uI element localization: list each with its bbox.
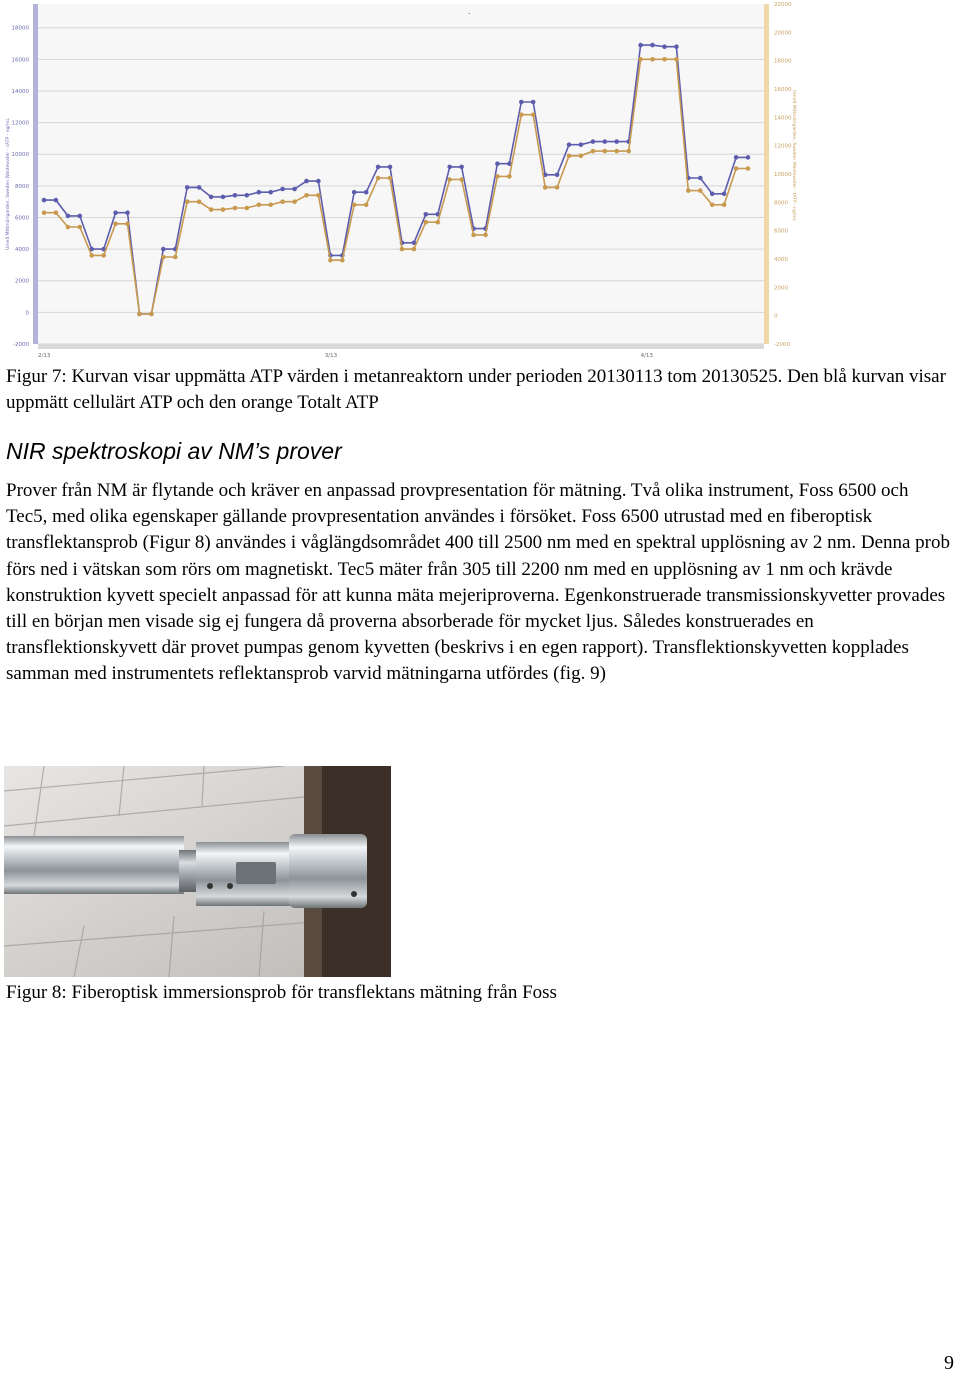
right-tick-label: 2000 xyxy=(774,285,788,292)
series-0-point xyxy=(424,212,429,217)
series-0-point xyxy=(567,142,572,147)
series-0-point xyxy=(245,193,250,198)
atp-chart xyxy=(0,0,800,362)
series-1-point xyxy=(495,174,500,179)
series-1-point xyxy=(352,203,357,208)
series-1-point xyxy=(626,149,631,154)
series-0-point xyxy=(662,44,667,49)
series-1-point xyxy=(221,207,226,212)
left-tick-label: 2000 xyxy=(15,278,29,285)
right-tick-label: 12000 xyxy=(774,143,792,150)
series-0-point xyxy=(197,185,202,190)
series-1-point xyxy=(507,174,512,179)
series-0-point xyxy=(459,165,464,170)
series-0-point xyxy=(674,44,679,49)
left-axis-label: Umeå Mittmörlgarden, Sweden Wastewater - cATP - ng/mL xyxy=(6,118,11,250)
series-1-point xyxy=(66,225,71,230)
series-1-point xyxy=(316,193,321,198)
probe-photo-svg xyxy=(4,766,391,977)
series-1-point xyxy=(519,112,524,117)
series-1-point xyxy=(543,185,548,190)
x-axis-bar xyxy=(38,344,764,349)
figure-7-caption: Figur 7: Kurvan visar uppmätta ATP värden i metanreaktorn under perioden 20130113 tom 20130525. Den blå kurvan visar uppmätt cellulärt ATP och den orange Totalt ATP xyxy=(6,366,946,413)
page-number: 9 xyxy=(944,1352,954,1374)
series-1-point xyxy=(89,253,94,258)
series-1-point xyxy=(78,225,83,230)
series-1-point xyxy=(412,247,417,252)
series-1-point xyxy=(388,176,393,181)
series-1-point xyxy=(209,207,214,212)
left-tick-label: 12000 xyxy=(11,120,29,127)
series-0-point xyxy=(78,214,83,219)
plot-area xyxy=(38,4,764,344)
series-1-point xyxy=(674,57,679,62)
x-tick-label: 3/13 xyxy=(324,353,338,359)
series-1-point xyxy=(42,210,47,215)
figure-8-caption: Figur 8: Fiberoptisk immersionsprob för transflektans mätning från Foss xyxy=(6,982,557,1003)
series-1-point xyxy=(400,247,405,252)
right-tick-label: 6000 xyxy=(774,228,788,235)
series-1-point xyxy=(447,177,452,182)
series-0-point xyxy=(233,193,238,198)
series-1-point xyxy=(54,210,59,215)
series-0-point xyxy=(650,43,655,48)
series-0-point xyxy=(734,155,739,160)
series-0-point xyxy=(113,210,118,215)
series-1-point xyxy=(662,57,667,62)
series-1-point xyxy=(340,258,345,263)
series-0-point xyxy=(555,173,560,178)
series-1-point xyxy=(173,255,178,260)
x-tick-label: 2/13 xyxy=(38,353,51,359)
series-1-point xyxy=(698,188,703,193)
series-0-point xyxy=(722,192,727,197)
right-tick-label: 4000 xyxy=(774,257,788,263)
series-1-point xyxy=(650,57,655,62)
series-1-point xyxy=(280,199,285,204)
series-1-point xyxy=(185,199,190,204)
right-tick-label: 16000 xyxy=(774,87,792,93)
series-0-point xyxy=(316,179,321,184)
series-1-point xyxy=(364,203,369,208)
series-1-point xyxy=(137,312,142,317)
left-tick-label: 6000 xyxy=(15,215,29,222)
series-0-point xyxy=(54,198,59,203)
series-1-point xyxy=(149,312,154,317)
series-1-point xyxy=(197,199,202,204)
series-0-point xyxy=(603,139,608,144)
left-tick-label: 18000 xyxy=(11,25,29,32)
series-1-point xyxy=(113,222,118,227)
series-1-point xyxy=(579,154,584,159)
right-tick-label: 0 xyxy=(774,313,778,320)
series-1-point xyxy=(603,149,608,154)
right-axis-bar xyxy=(764,4,769,344)
series-0-point xyxy=(495,161,500,166)
series-0-point xyxy=(292,187,297,192)
series-0-point xyxy=(125,210,130,215)
series-1-point xyxy=(268,203,273,208)
series-1-point xyxy=(710,203,715,208)
series-0-point xyxy=(209,195,214,200)
series-1-point xyxy=(746,166,751,171)
series-0-point xyxy=(364,190,369,195)
series-1-point xyxy=(734,166,739,171)
immersion-probe-photo xyxy=(4,766,391,977)
section-paragraph: Prover från NM är flytande och kräver en anpassad provpresentation för mätning. Två olika instrument, Foss 6500 och Tec5, med olika egenskaper gällande provpresentation användes i försöket. Foss 6500 utrustad med en fiberoptisk transflektansprob (Figur 8) användes i våglängdsområdet 400 till 2500 nm med en spektral upplösning av 2 nm. Denna prob förs ned i vätskan som rörs om magnetiskt. Tec5 mäter från 305 till 2200 nm med en upplösning av 1 nm och krävde konstruktion kyvett specielt anpassad för att kunna mäta mejeriproverna. Egenkonstruerade transmissionskyvetter provades till en början men visade sig ej fungera då proverna absorberade för mycket ljus. Således konstruerades en transflektionskyvett där provet pumpas genom kyvetten (beskrivs i en egen rapport). Transflektionskyvetten kopplades samman med instrumentets reflektansprob varvid mätningarna utfördes (fig. 9) xyxy=(6,480,951,685)
series-1-point xyxy=(245,206,250,211)
series-0-point xyxy=(352,190,357,195)
series-0-point xyxy=(531,100,536,105)
right-tick-label: 22000 xyxy=(774,2,792,8)
series-0-point xyxy=(447,165,452,170)
series-0-point xyxy=(638,43,643,48)
right-tick-label: -2000 xyxy=(774,342,790,348)
series-1-point xyxy=(471,233,476,238)
series-1-point xyxy=(233,206,238,211)
right-tick-label: 14000 xyxy=(774,115,792,122)
series-1-point xyxy=(638,57,643,62)
series-0-point xyxy=(268,190,273,195)
series-1-point xyxy=(161,255,166,260)
series-0-point xyxy=(161,247,166,252)
series-0-point xyxy=(698,176,703,181)
series-0-point xyxy=(185,185,190,190)
left-tick-label: 14000 xyxy=(11,88,29,95)
series-0-point xyxy=(519,100,524,105)
left-tick-label: 10000 xyxy=(11,152,29,159)
series-1-point xyxy=(531,112,536,117)
series-0-point xyxy=(591,139,596,144)
series-1-point xyxy=(257,203,262,208)
series-0-point xyxy=(746,155,751,160)
series-1-point xyxy=(567,154,572,159)
series-1-point xyxy=(376,176,381,181)
left-axis-bar xyxy=(33,4,38,344)
series-0-point xyxy=(221,195,226,200)
series-0-point xyxy=(614,139,619,144)
right-axis-label: Umeå Mittmörlgarden, Sweden Wastewater - tATP - ng/mL xyxy=(791,90,796,222)
series-0-point xyxy=(257,190,262,195)
left-tick-label: 4000 xyxy=(15,247,29,254)
series-1-point xyxy=(424,220,429,225)
chart-dot-mark: . xyxy=(468,7,471,16)
left-tick-label: 16000 xyxy=(11,57,29,64)
series-0-point xyxy=(376,165,381,170)
left-tick-label: 8000 xyxy=(15,183,29,190)
series-1-point xyxy=(292,199,297,204)
right-tick-label: 8000 xyxy=(774,200,788,207)
right-tick-label: 20000 xyxy=(774,30,792,37)
series-1-point xyxy=(101,253,106,258)
series-1-point xyxy=(686,188,691,193)
series-1-point xyxy=(483,233,488,238)
series-0-point xyxy=(42,198,47,203)
series-1-point xyxy=(555,185,560,190)
series-1-point xyxy=(722,203,727,208)
right-tick-label: 10000 xyxy=(774,172,792,178)
atp-chart-svg xyxy=(0,0,800,362)
series-1-point xyxy=(436,220,441,225)
series-0-point xyxy=(579,142,584,147)
series-0-point xyxy=(304,179,309,184)
left-tick-label: 0 xyxy=(25,310,29,317)
section-heading: NIR spektroskopi av NM’s prover xyxy=(6,438,342,464)
right-tick-label: 18000 xyxy=(774,58,792,65)
series-0-point xyxy=(710,192,715,197)
series-1-point xyxy=(328,258,333,263)
series-0-point xyxy=(388,165,393,170)
series-1-point xyxy=(614,149,619,154)
series-1-point xyxy=(304,193,309,198)
series-1-point xyxy=(591,149,596,154)
series-1-point xyxy=(459,177,464,182)
series-0-point xyxy=(66,214,71,219)
series-1-point xyxy=(125,222,130,227)
left-tick-label: -2000 xyxy=(13,342,29,348)
series-0-point xyxy=(280,187,285,192)
x-tick-label: 4/13 xyxy=(640,353,653,359)
